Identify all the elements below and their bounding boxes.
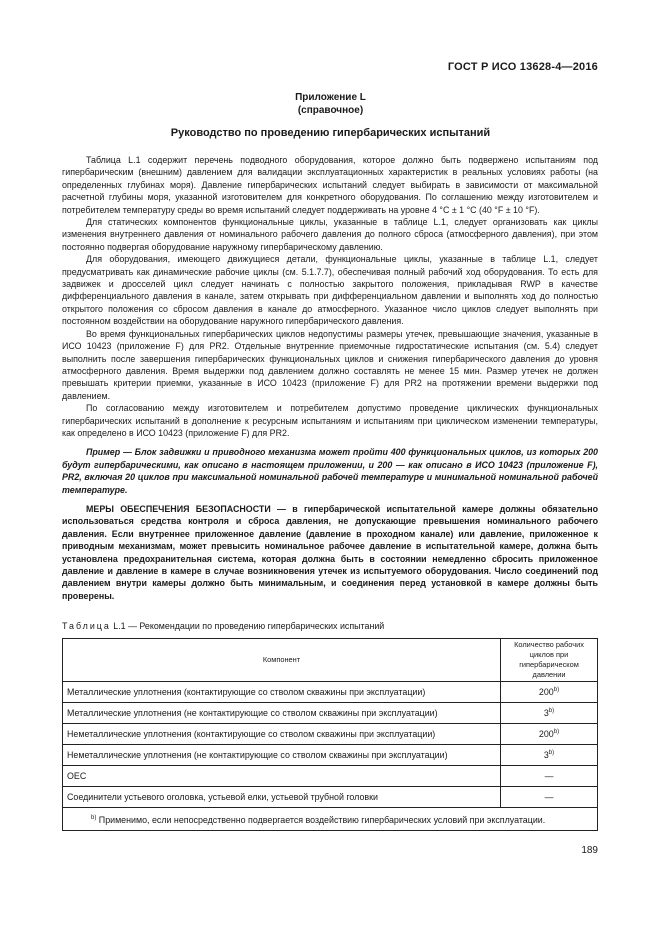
table-row [63, 745, 598, 766]
body-text [62, 154, 598, 602]
row-cycles: — [501, 787, 598, 808]
recommendations-table [62, 638, 598, 831]
row-component: Соединители устьевого оголовка, устьевой елки, устьевой трубной головки [63, 787, 501, 808]
annex-status: (справочное) [297, 105, 364, 116]
section-heading: Руководство по проведению гипербарических испытаний [170, 127, 491, 139]
row-component: Металлические уплотнения (не контактирующие со стволом скважины при эксплуатации) [63, 703, 501, 724]
header-cycles: Количество рабочих циклов при гипербарическом давлении [501, 639, 598, 682]
paragraph-3: Для оборудования, имеющего движущиеся детали, функциональные циклы, указанные в таблице L.1, следует предусматривать как динамические рабочие циклы (см. 5.1.7.7), обеспечивая полный рабочий ход оборудования. То есть для задвижек и дросселей цикл следует начинать с полностью закрытого положения, прикладывая RWP в качестве дифференциального давления в канале, затем открывать при дифференциальном давлении и выполнять ход до полностью открытого положения со сбросом давления в канале до атмосферного. Указанное число циклов следует выполнять при постоянном воздействии на оборудование наружного гипербарического давления. [62, 254, 598, 327]
table-caption-word: Таблица [62, 621, 111, 631]
page-number: 189 [581, 845, 598, 856]
row-cycles: 200$^{b)}$ [501, 724, 598, 745]
safety-warning: МЕРЫ ОБЕСПЕЧЕНИЯ БЕЗОПАСНОСТИ — в гипербарической испытательной камере должны обязательно использоваться средства контроля и сброса давления, не допускающие превышения номинального рабочего давления. Если внутреннее приложенное давление (давление в проходном канале) или давление, приложенное к приводным механизмам, может превысить номинальное рабочее давление в испытательной камере, должна быть установлена предохранительная система, которая должна быть в состоянии немедленно сбросить приложенное давление и давление в камере в случае возникновения утечек из испытуемого оборудования. Число соединений под давлением внутри камеры должно быть минимальным, и соединения перед установкой в камере должны быть проверены. [62, 503, 598, 601]
annex-title: Приложение L [295, 92, 366, 103]
row-component: Неметаллические уплотнения (контактирующие со стволом скважины при эксплуатации) [63, 724, 501, 745]
row-cycles: 200$^{b)}$ [501, 682, 598, 703]
row-component: Неметаллические уплотнения (не контактирующие со стволом скважины при эксплуатации) [63, 745, 501, 766]
table-row [63, 787, 598, 808]
row-component: Металлические уплотнения (контактирующие со стволом скважины при эксплуатации) [63, 682, 501, 703]
header-component: Компонент [63, 639, 501, 682]
paragraph-5: По согласованию между изготовителем и потребителем допустимо проведение циклических функциональных гипербарических испытаний в дополнение к ресурсным испытаниям и испытаниям при циклическом изменении температуры, как определено в ИСО 10423 (приложение F) для PR2. [62, 403, 598, 438]
table-row [63, 766, 598, 787]
document-code: ГОСТ Р ИСО 13628-4—2016 [447, 61, 598, 73]
footnote-mark: b) [91, 815, 97, 821]
paragraph-1: Таблица L.1 содержит перечень подводного оборудования, которое должно быть подвержено испытаниям под гипербарическим (внешним) давлением для валидации эксплуатационных характеристик в реальных условиях работы (на определенных глубинах моря). Давление гипербарических испытаний следует выбирать в зависимости от максимальной расчетной глубины моря, указанной изготовителем для конкретного оборудования. По соглашению между изготовителем и потребителем температуру среды во время испытаний следует поддерживать на уровне 4 °С ± 1 °С (40 °F ± 10 °F). [62, 155, 598, 215]
table-footnote [63, 808, 598, 831]
table-footnote-row [63, 808, 598, 831]
paragraph-4: Во время функциональных гипербарических циклов недопустимы размеры утечек, превышающие значения, указанные в ИСО 10423 (приложение F) для PR2. Отдельные внутренние приемочные гидростатические испытания (см. 5.4) следует выполнить после завершения гипербарических функциональных циклов и снижения гипербарического давления до уровня атмосферного давления. Время выдержки под давлением должно составлять не менее 15 мин. Размер утечек не должен превышать критерии приемки, указанные в ИСО 10423 (приложение F) для PR2 на протяжении времени выдержки под давлением. [62, 328, 598, 401]
table-caption-text: L.1 — Рекомендации по проведению гипербарических испытаний [110, 621, 385, 631]
row-cycles: 3$^{b)}$ [501, 703, 598, 724]
row-component: OEC [63, 766, 501, 787]
table-row [63, 682, 598, 703]
row-cycles: 3$^{b)}$ [501, 745, 598, 766]
example-paragraph: Пример — Блок задвижки и приводного механизма может пройти 400 функциональных циклов, из которых 200 будут гипербарическими, как описано в настоящем приложении, и 200 — как описано в ИСО 10423 (приложение F), PR2, включая 20 циклов при максимальной номинальной рабочей температуре и минимальной номинальной рабочей температуре. [62, 447, 598, 495]
table-row [63, 724, 598, 745]
row-cycles: — [501, 766, 598, 787]
table-caption [62, 620, 384, 632]
paragraph-2: Для статических компонентов функциональные циклы, указанные в таблице L.1, следует организовать как циклы изменения внутреннего давления от номинального рабочего давления до полного сброса (атмосферного давления), при этом постоянно подвергая оборудование наружному гипербарическому давлению. [62, 217, 598, 252]
footnote-text: Применимо, если непосредственно подвергается воздействию гипербарических условий при эксплуатации. [96, 814, 546, 825]
table-row [63, 703, 598, 724]
